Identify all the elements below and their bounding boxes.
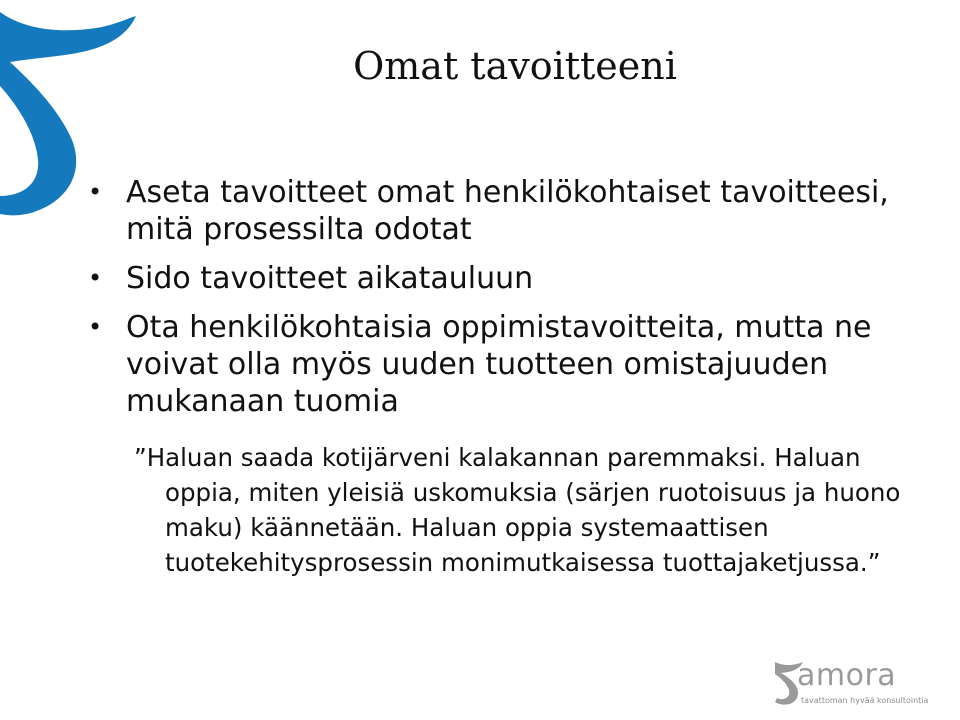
bullet-item bbox=[88, 309, 908, 420]
quote-text: ”Haluan saada kotijärveni kalakannan paremmaksi. Haluan oppia, miten yleisiä uskomuksia (särjen ruotoisuus ja huono maku) käännetään. Haluan oppia systemaattisen tuotekehitysprosessin monimutkaisessa tuottajaketjussa.” bbox=[134, 443, 901, 577]
bullet-item bbox=[88, 260, 908, 297]
bullet-item bbox=[88, 174, 908, 248]
company-logo bbox=[773, 656, 929, 712]
slide-title: Omat tavoitteeni bbox=[353, 44, 677, 88]
bullet-text: Aseta tavoitteet omat henkilökohtaiset tavoitteesi, mitä prosessilta odotat bbox=[126, 175, 889, 247]
bullet-list bbox=[88, 174, 908, 432]
bullet-text: Ota henkilökohtaisia oppimistavoitteita, mutta ne voivat olla myös uuden tuotteen omistajuuden mukanaan tuomia bbox=[126, 310, 872, 419]
logo-wordmark: amora bbox=[797, 658, 897, 693]
bullet-text: Sido tavoitteet aikatauluun bbox=[126, 261, 534, 296]
bullet-point: • bbox=[88, 264, 103, 292]
logo-tagline: tavattoman hyvää konsultointia bbox=[801, 696, 929, 705]
bullet-point: • bbox=[88, 178, 103, 206]
bullet-point: • bbox=[88, 313, 103, 341]
